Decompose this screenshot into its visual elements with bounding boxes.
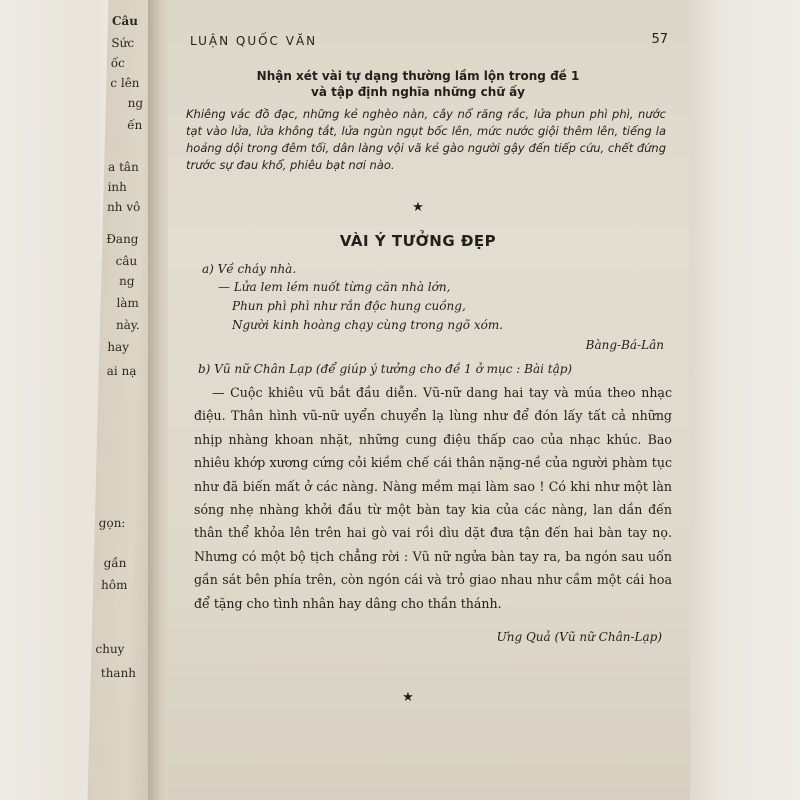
prose-text: — Cuộc khiêu vũ bắt đầu diễn. Vũ-nữ dang hai tay và múa theo nhạc điệu. Thân hình vũ-nữ uyển chuyển lạ lùng như để đón lấy tất cả những nhịp nhàng khoan nhặt, những cung điệu thấp cao của nhạc khúc. Bao nhiêu khớp xương cứng cỏi kiềm chế cái thân nặng-nề của người phàm tục như đã biến mất ở các nàng. Nàng mềm mại làm sao ! Có khi như một làn sóng nhẹ nhàng khởi đầu từ một bàn tay kia của các nàng, lan dần đến thân thể khỏa lên trên hai gò vai rồi dìu dặt đưa tận đến hai bàn tay nọ. Nhưng có một bộ tịch chẳng rời : Vũ nữ ngửa bàn tay ra, ba ngón sau uốn gần sát bên phía trên, còn ngón cái và trỏ giao nhau như cầm một cái hoa để tặng cho tình nhân hay dâng cho thần thánh. <box>194 385 672 611</box>
prev-page-fragment: ai nạ <box>106 364 137 378</box>
prev-page-fragment: Sức <box>111 36 135 50</box>
prev-page-fragment: hôm <box>100 578 128 592</box>
section-heading-line-2: và tập định nghĩa những chữ ấy <box>311 85 525 99</box>
prev-page-fragment: nh vô <box>106 200 141 214</box>
prev-page-fragment: chuy <box>95 642 125 656</box>
ideas-title: VÀI Ý TƯỞNG ĐẸP <box>339 232 497 250</box>
table-surface-left <box>0 0 100 800</box>
part-a-label: a) Về cháy nhà. <box>202 262 297 276</box>
prev-page-fragment: a tân <box>107 160 139 174</box>
prev-page-fragment: hay <box>107 340 130 354</box>
prev-page-fragment: làm <box>116 296 140 310</box>
prev-page-fragment: Đang <box>106 232 139 246</box>
part-b-paragraph <box>194 381 672 615</box>
italic-paragraph: Khiêng vác đồ đạc, những kẻ nghèo nàn, cây nổ răng rắc, lửa phun phì phì, nước tạt vào lửa, lửa không tắt, lửa ngùn ngụt bốc lên, mức nước giội thêm lên, tiếng la hoảng dội trong đêm tối, dân làng vội vã kẻ gào người gậy đến tiếp cứu, chết đứng trước sự đau khổ, phiêu bạt nơi nào. <box>186 107 666 172</box>
prev-page-fragment: này. <box>115 318 141 332</box>
part-a-attribution: Bàng-Bá-Lân <box>585 338 664 352</box>
poem-line-2: Phun phì phì như rắn độc hung cuồng, <box>232 299 466 313</box>
prev-page-fragment: inh <box>107 180 128 194</box>
separator-star-icon: ★ <box>412 200 424 215</box>
prev-page-fragment: gọn: <box>98 516 126 530</box>
prev-page-fragment: thanh <box>100 666 137 680</box>
prev-page-fragment: ốc <box>110 56 126 70</box>
table-surface-right <box>690 0 800 800</box>
page-header <box>190 34 668 50</box>
poem-line-3: Người kinh hoàng chạy cùng trong ngõ xóm. <box>232 318 504 332</box>
part-b-attribution: Ưng Quả (Vũ nữ Chân-Lạp) <box>496 630 662 644</box>
prev-page-fragment: ng <box>118 274 135 288</box>
page-number: 57 <box>651 32 668 47</box>
prev-page-fragment: c lên <box>110 76 140 90</box>
prev-page-fragment: Câu <box>111 14 139 28</box>
prev-page-fragment: câu <box>115 254 138 268</box>
prev-page-fragment: gần <box>103 556 127 570</box>
prev-page-fragment: ng <box>127 96 144 110</box>
prev-page-fragment: ến <box>127 118 143 132</box>
bottom-star-icon: ★ <box>402 690 414 705</box>
book-page <box>168 0 698 800</box>
running-title: LUẬN QUỐC VĂN <box>190 34 318 48</box>
section-heading-line-1: Nhận xét vài tự dạng thường lầm lộn trong đề 1 <box>256 69 580 83</box>
poem-line-1: — Lửa lem lém nuốt từng căn nhà lớn, <box>218 280 451 294</box>
part-b-label: b) Vũ nữ Chân Lạp (để giúp ý tưởng cho đề 1 ở mục : Bài tập) <box>198 362 573 376</box>
